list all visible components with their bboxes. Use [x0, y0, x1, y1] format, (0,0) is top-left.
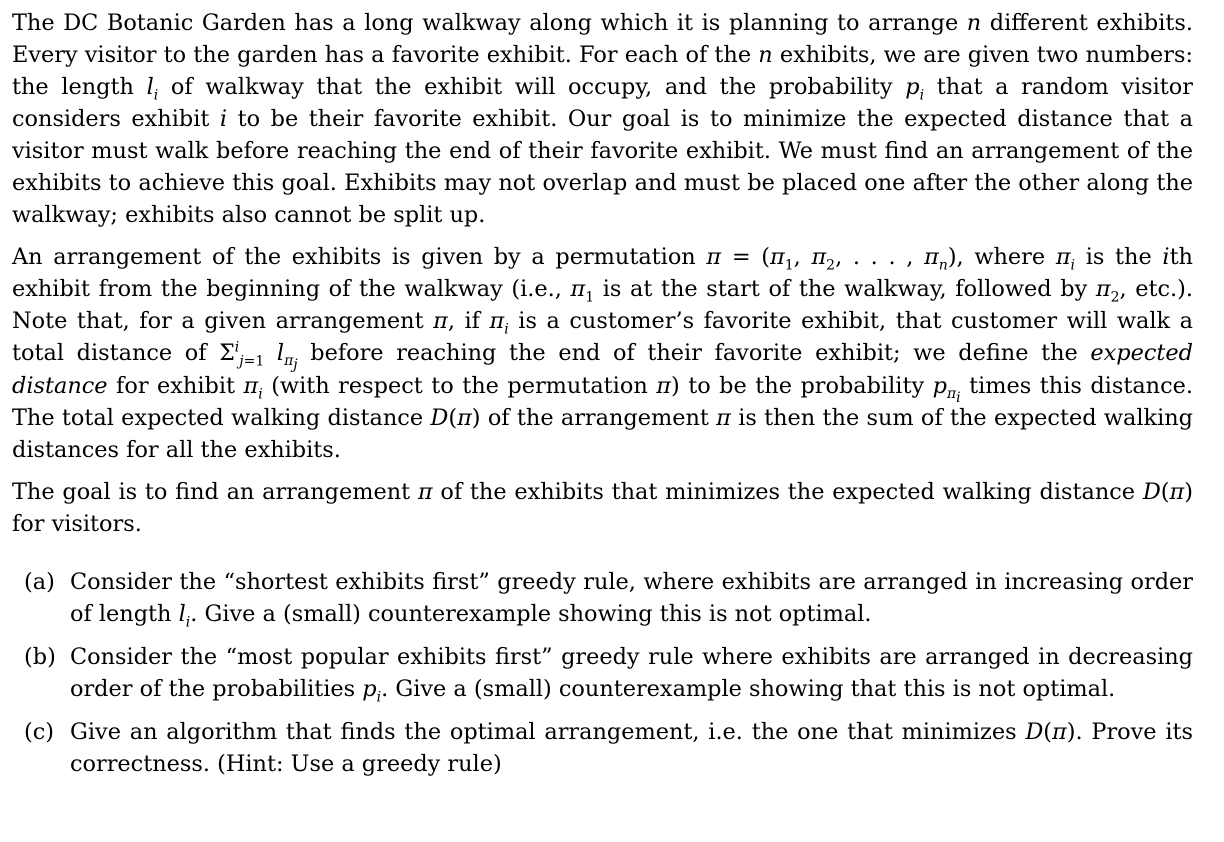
part-b-text: Consider the “most popular exhibits first” greedy rule where exhibits are arranged in decreasing order of the probabilities $p_i$. Give a (small) counterexample showing that this is not optimal. [70, 644, 1193, 706]
part-a [24, 566, 1193, 630]
part-b [24, 641, 1193, 705]
part-c [24, 716, 1193, 780]
paragraph-goal: The goal is to find an arrangement π of the exhibits that minimizes the expected walking distance D(π) for visitors. [12, 479, 1193, 537]
part-b-label: (b) [24, 644, 56, 670]
part-a-label: (a) [24, 569, 55, 595]
paragraph-definitions: An arrangement of the exhibits is given by a permutation $\pi = (\pi_1$, $\pi_2$, . . . , $\pi_n$), where $\pi_i$ is the ith exhibit from the beginning of the walkway (i.e., $\pi_1$ is at the start of the walkway, followed by $\pi_2$, etc.). Note that, for a given arrangement π, if $\pi_i$ is a customer’s favorite exhibit, that customer will walk a total distance of $\Sigma^i_{j=1}$ $l_{\pi_j}$ before reaching the end of their favorite exhibit; we define the expected distance for exhibit $\pi_i$ (with respect to the permutation π) to be the probability $p_{\pi_i}$ times this distance. The total expected walking distance D(π) of the arrangement π is then the sum of the expected walking distances for all the exhibits. [12, 244, 1194, 463]
part-c-text: Give an algorithm that finds the optimal arrangement, i.e. the one that minimizes D(π). Prove its correctness. (Hint: Use a greedy rule) [70, 719, 1193, 777]
part-c-label: (c) [24, 719, 55, 745]
question-parts [12, 566, 1193, 780]
part-a-text: Consider the “shortest exhibits first” greedy rule, where exhibits are arranged in increasing order of length $l_i$. Give a (small) counterexample showing this is not optimal. [70, 569, 1193, 631]
paragraph-intro: The DC Botanic Garden has a long walkway along which it is planning to arrange n different exhibits. Every visitor to the garden has a favorite exhibit. For each of the n exhibits, we are given two numbers: the length $l_i$ of walkway that the exhibit will occupy, and the probability $p_i$ that a random visitor considers exhibit i to be their favorite exhibit. Our goal is to minimize the expected distance that a visitor must walk before reaching the end of their favorite exhibit. We must find an arrangement of the exhibits to achieve this goal. Exhibits may not overlap and must be placed one after the other along the walkway; exhibits also cannot be split up. [12, 10, 1193, 228]
